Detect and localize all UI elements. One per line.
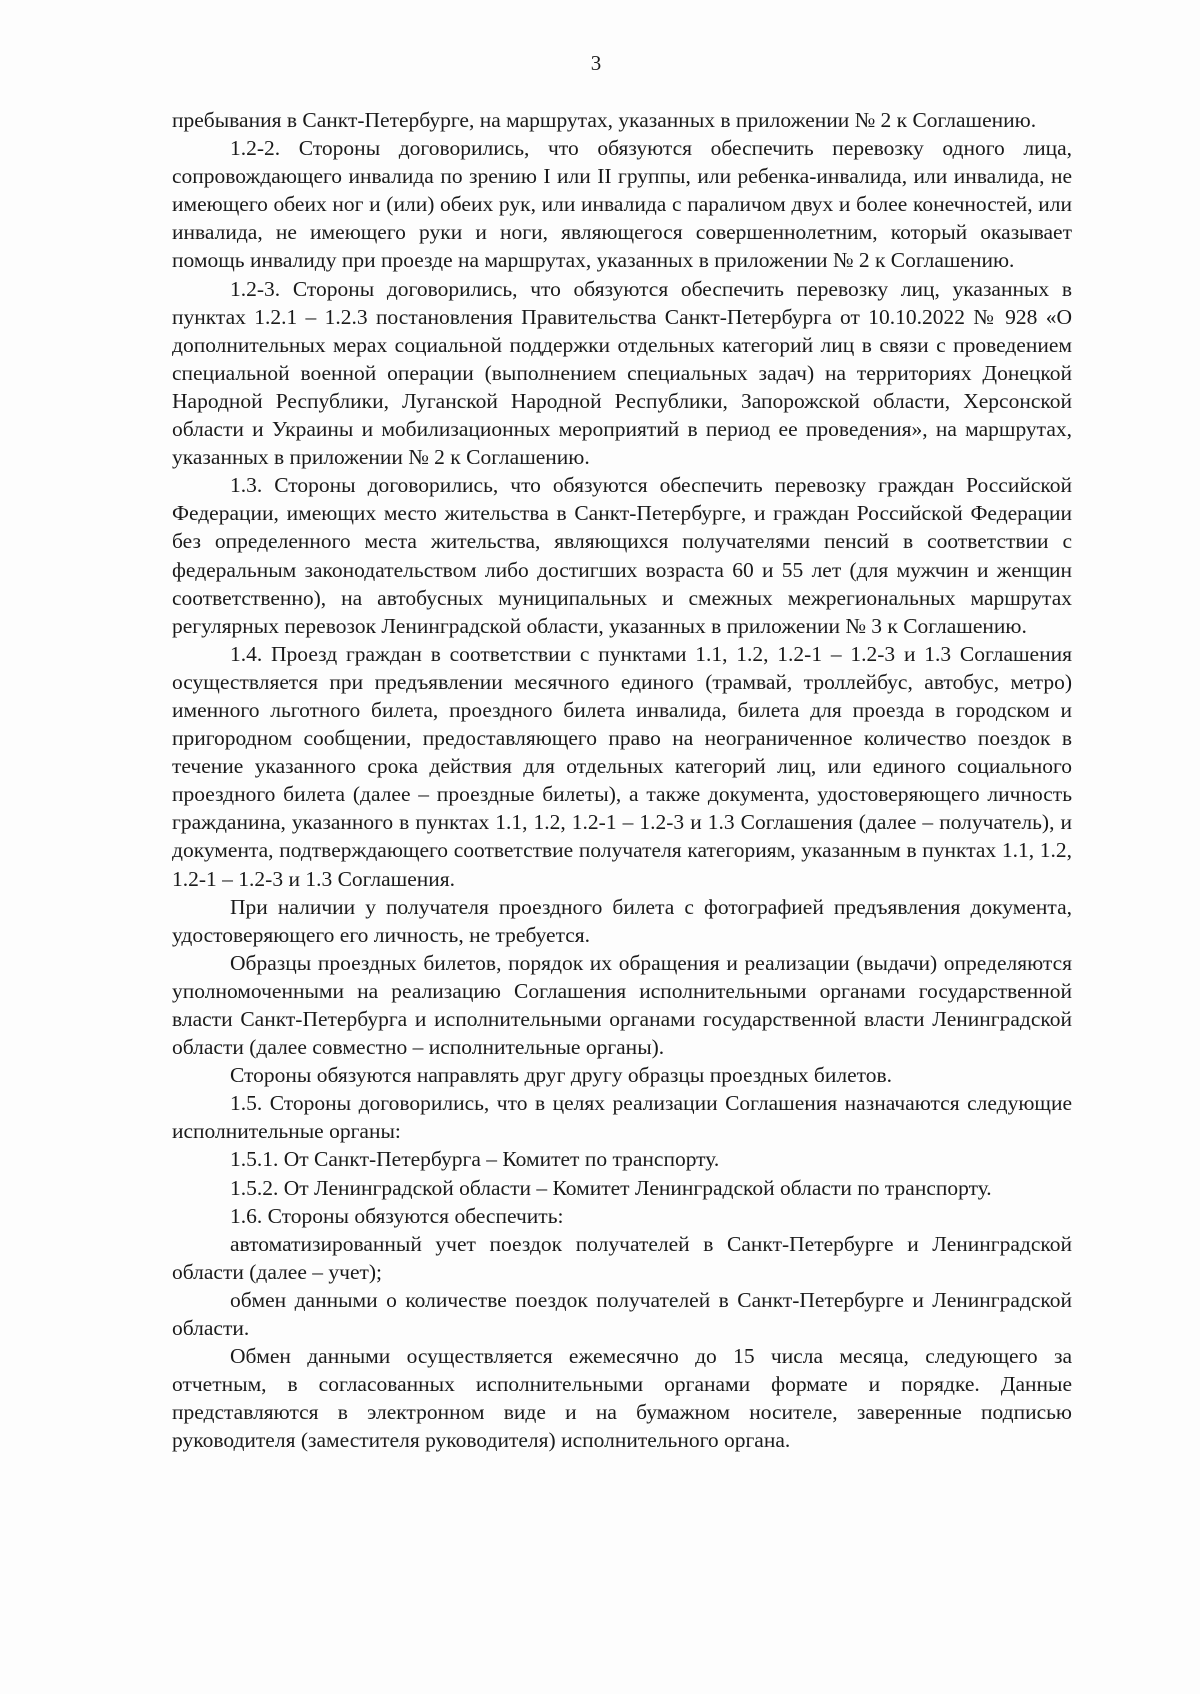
paragraph-continuation: пребывания в Санкт-Петербурге, на маршрутах, указанных в приложении № 2 к Соглашению. bbox=[172, 108, 1037, 132]
paragraph-1-5-1: 1.5.1. От Санкт-Петербурга – Комитет по транспорту. bbox=[230, 1147, 720, 1172]
paragraph-monthly-exchange: Обмен данными осуществляется ежемесячно до 15 числа месяца, следующего за отчетным, в согласованных исполнительными органами формате и порядке. Данные представляются в электронном виде и на бумажном носителе, заверенные подписью руководителя (заместителя руководителя) исполнительного органа. bbox=[172, 1344, 1072, 1453]
paragraph-1-2-3: 1.2-3. Стороны договорились, что обязуются обеспечить перевозку лиц, указанных в пунктах 1.2.1 – 1.2.3 постановления Правительства Санкт-Петербурга от 10.10.2022 № 928 «О дополнительных мерах социальной поддержки отдельных категорий лиц в связи с проведением специальной военной операции (выполнением специальных задач) на территориях Донецкой Народной Республики, Луганской Народной Республики, Запорожской области, Херсонской области и Украины и мобилизационных мероприятий в период ее проведения», на маршрутах, указанных в приложении № 2 к Соглашению. bbox=[172, 276, 1072, 470]
paragraph-1-6: 1.6. Стороны обязуются обеспечить: bbox=[230, 1203, 564, 1228]
paragraph-1-3: 1.3. Стороны договорились, что обязуются обеспечить перевозку граждан Российской Федерации, имеющих место жительства в Санкт-Петербурге, и граждан Российской Федерации без определенного места жительства, являющихся получателями пенсий в соответствии с федеральным законодательством либо достигших возраста 60 и 55 лет (для мужчин и женщин соответственно), на автобусных муниципальных и смежных межрегиональных маршрутах регулярных перевозок Ленинградской области, указанных в приложении № 3 к Соглашению. bbox=[172, 473, 1072, 638]
document-body bbox=[172, 106, 1072, 1455]
paragraph-exchange-samples: Стороны обязуются направлять друг другу образцы проездных билетов. bbox=[230, 1063, 892, 1088]
paragraph-1-5-2: 1.5.2. От Ленинградской области – Комитет Ленинградской области по транспорту. bbox=[230, 1175, 992, 1200]
paragraph-data-exchange: обмен данными о количестве поездок получателей в Санкт-Петербурге и Ленинградской области. bbox=[172, 1287, 1072, 1341]
paragraph-ticket-samples: Образцы проездных билетов, порядок их обращения и реализации (выдачи) определяются уполномоченными на реализацию Соглашения исполнительными органами государственной власти Санкт-Петербурга и исполнительными органами государственной власти Ленинградской области (далее совместно – исполнительные органы). bbox=[172, 950, 1072, 1060]
page-number: 3 bbox=[590, 51, 602, 75]
paragraph-1-5: 1.5. Стороны договорились, что в целях реализации Соглашения назначаются следующие исполнительные органы: bbox=[172, 1091, 1072, 1144]
paragraph-automated-accounting: автоматизированный учет поездок получателей в Санкт-Петербурге и Ленинградской области (далее – учет); bbox=[172, 1231, 1072, 1284]
paragraph-photo-ticket: При наличии у получателя проездного билета с фотографией предъявления документа, удостоверяющего его личность, не требуется. bbox=[172, 894, 1072, 947]
paragraph-1-4: 1.4. Проезд граждан в соответствии с пунктами 1.1, 1.2, 1.2-1 – 1.2-3 и 1.3 Соглашения осуществляется при предъявлении месячного единого (трамвай, троллейбус, автобус, метро) именного льготного билета, проездного билета инвалида, билета для проезда в городском и пригородном сообщении, предоставляющего право на неограниченное количество поездок в течение указанного срока действия для отдельных категорий лиц, или единого социального проездного билета (далее – проездные билеты), а также документа, удостоверяющего личность гражданина, указанного в пунктах 1.1, 1.2, 1.2-1 – 1.2-3 и 1.3 Соглашения (далее – получатель), и документа, подтверждающего соответствие получателя категориям, указанным в пунктах 1.1, 1.2, 1.2-1 – 1.2-3 и 1.3 Соглашения. bbox=[172, 641, 1072, 891]
paragraph-1-2-2: 1.2-2. Стороны договорились, что обязуются обеспечить перевозку одного лица, сопровождающего инвалида по зрению I или II группы, или ребенка-инвалида, или инвалида, не имеющего обеих ног и (или) обеих рук, или инвалида с параличом двух и более конечностей, или инвалида, не имеющего руки и ноги, являющегося совершеннолетним, который оказывает помощь инвалиду при проезде на маршрутах, указанных в приложении № 2 к Соглашению. bbox=[172, 136, 1072, 273]
